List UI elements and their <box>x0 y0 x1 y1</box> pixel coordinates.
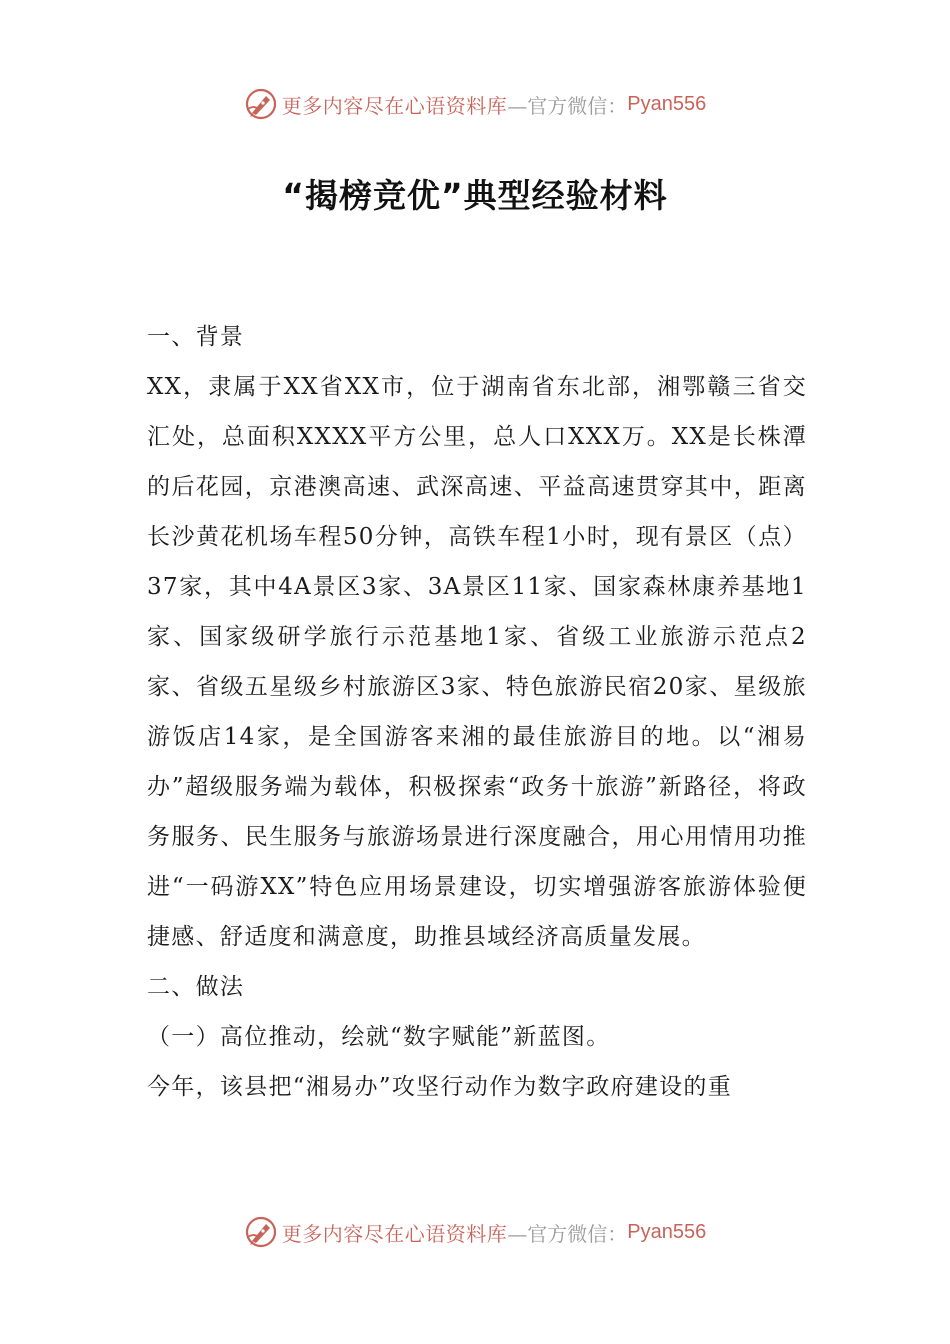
watermark-contact-label: —官方微信： <box>507 93 628 118</box>
background-paragraph: XX，隶属于XX省XX市，位于湖南省东北部，湘鄂赣三省交汇处，总面积XXXX平方公里，总人口XXX万。XX是长株潭的后花园，京港澳高速、武深高速、平益高速贯穿其中，距离长沙黄花机场车程50分钟，高铁车程1小时，现有景区（点）37家，其中4A景区3家、3A景区11家、国家森林康养基地1家、国家级研学旅行示范基地1家、省级工业旅游示范点2家、省级五星级乡村旅游区3家、特色旅游民宿20家、星级旅游饭店14家，是全国游客来湘的最佳旅游目的地。以“湘易办”超级服务端为载体，积极探索“政务十旅游”新路径，将政务服务、民生服务与旅游场景进行深度融合，用心用情用功推进“一码游XX”特色应用场景建设，切实增强游客旅游体验便捷感、舒适度和满意度，助推县域经济高质量发展。 <box>147 374 807 950</box>
document-body <box>147 312 807 1112</box>
watermark-brand-text: 更多内容尽在心语资料库 <box>281 1221 508 1246</box>
subsection-heading-1: （一）高位推动，绘就“数字赋能”新蓝图。 <box>147 1024 611 1050</box>
watermark-wechat-id: Pyan556 <box>627 92 707 115</box>
watermark-brand-text: 更多内容尽在心语资料库 <box>281 93 508 118</box>
pen-nib-logo-icon <box>244 87 278 121</box>
watermark-contact-label: —官方微信： <box>507 1221 628 1246</box>
section-heading-methods: 二、做法 <box>147 974 245 1000</box>
document-title: “揭榜竞优”典型经验材料 <box>282 176 668 215</box>
methods-paragraph: 今年，该县把“湘易办”攻坚行动作为数字政府建设的重 <box>147 1074 733 1100</box>
watermark-footer <box>0 1212 950 1252</box>
section-heading-background: 一、背景 <box>147 324 245 350</box>
watermark-header <box>0 84 950 124</box>
pen-nib-logo-icon <box>244 1215 278 1249</box>
watermark-wechat-id: Pyan556 <box>627 1220 707 1243</box>
